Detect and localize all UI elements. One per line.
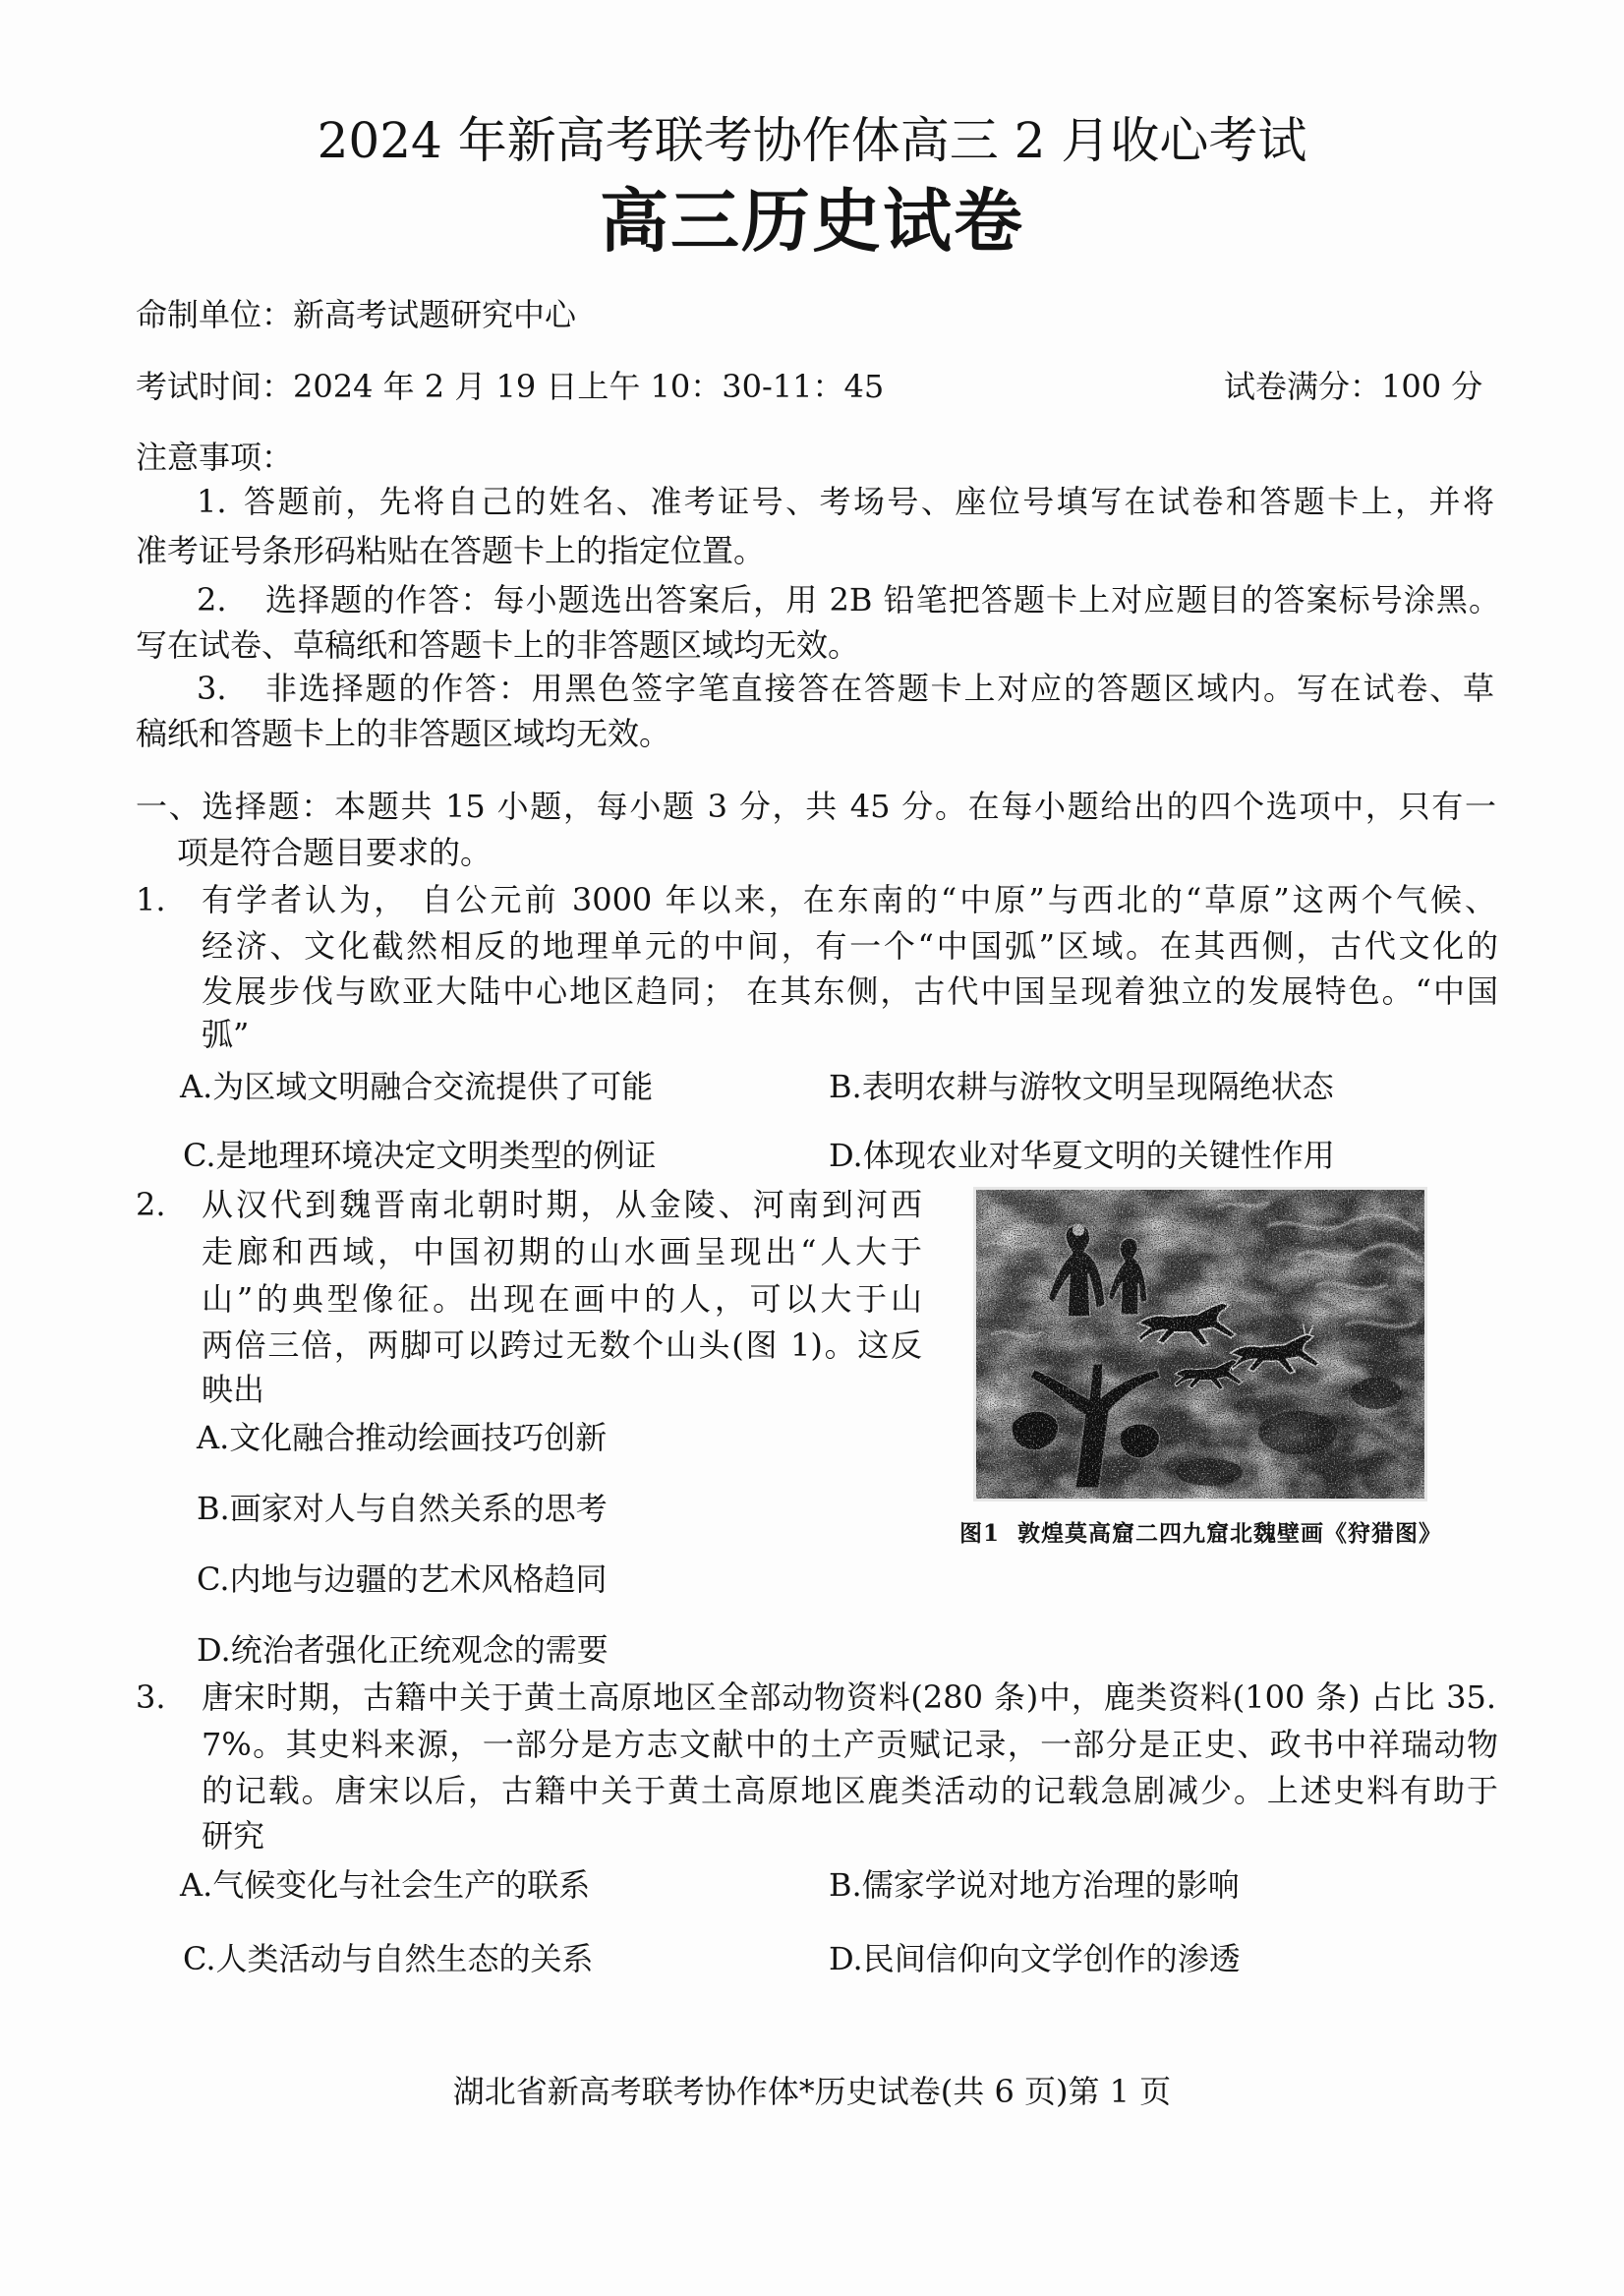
question-1-stem-line: 有学者认为， 自公元前 3000 年以来，在东南的“中原”与西北的“草原”这两个气候、	[202, 881, 1496, 918]
maker-line: 命制单位：新高考试题研究中心	[136, 296, 577, 333]
notice-item-line: 稿纸和答题卡上的非答题区域均无效。	[136, 715, 671, 752]
notice-item-line: 非选择题的作答：用黑色签字笔直接答在答题卡上对应的答题区域内。写在试卷、草	[265, 670, 1494, 707]
question-2-stem-line: 山”的典型像征。出现在画中的人，可以大于山	[202, 1280, 922, 1318]
notice-item-number: 1.	[197, 483, 227, 520]
exam-time: 考试时间：2024 年 2 月 19 日上午 10：30-11：45	[136, 368, 885, 405]
question-3-stem-line: 唐宋时期，古籍中关于黄土高原地区全部动物资料(280 条)中，鹿类资料(100 条) 占比 35.	[202, 1678, 1496, 1716]
question-1-stem-line: 发展步伐与欧亚大陆中心地区趋同； 在其东侧，古代中国呈现着独立的发展特色。“中国	[202, 972, 1498, 1010]
question-2-number: 2.	[136, 1186, 166, 1223]
question-3-stem-line: 的记载。唐宋以后，古籍中关于黄土高原地区鹿类活动的记载急剧减少。上述史料有助于	[202, 1772, 1498, 1809]
question-2-option-c: C.内地与边疆的艺术风格趋同	[197, 1560, 608, 1598]
exam-subtitle: 高三历史试卷	[600, 180, 1024, 262]
question-3-stem-line: 研究	[202, 1817, 265, 1854]
question-2-stem-line: 走廊和西域，中国初期的山水画呈现出“人大于	[202, 1233, 922, 1270]
question-2-stem-line: 两倍三倍，两脚可以跨过无数个山头(图 1)。这反	[202, 1326, 922, 1364]
question-3-option-b: B.儒家学说对地方治理的影响	[829, 1866, 1240, 1904]
question-1-option-a: A.为区域文明融合交流提供了可能	[180, 1068, 654, 1105]
question-2-stem-line: 映出	[202, 1371, 265, 1408]
question-2-option-d: D.统治者强化正统观念的需要	[197, 1631, 609, 1669]
question-2-option-a: A.文化融合推动绘画技巧创新	[197, 1419, 608, 1456]
notice-item-line: 选择题的作答：每小题选出答案后，用 2B 铅笔把答题卡上对应题目的答案标号涂黑。	[265, 581, 1500, 618]
question-1-number: 1.	[136, 881, 166, 918]
question-1-option-c: C.是地理环境决定文明类型的例证	[183, 1137, 657, 1174]
section-heading-line: 项是符合题目要求的。	[177, 834, 493, 871]
question-3-stem-line: 7%。其史料来源，一部分是方志文献中的土产贡赋记录，一部分是正史、政书中祥瑞动物	[202, 1726, 1498, 1763]
notice-item-line: 准考证号条形码粘贴在答题卡上的指定位置。	[136, 532, 766, 569]
notice-item-line: 写在试卷、草稿纸和答题卡上的非答题区域均无效。	[136, 626, 860, 664]
figure-caption: 图1 敦煌莫高窟二四九窟北魏壁画《狩猎图》	[959, 1520, 1443, 1547]
question-2-stem-line: 从汉代到魏晋南北朝时期，从金陵、河南到河西	[202, 1186, 922, 1223]
full-score: 试卷满分：100 分	[1224, 368, 1483, 405]
notice-item-line: 答题前，先将自己的姓名、准考证号、考场号、座位号填写在试卷和答题卡上，并将	[244, 483, 1494, 520]
question-3-option-a: A.气候变化与社会生产的联系	[180, 1866, 591, 1904]
question-1-option-d: D.体现农业对华夏文明的关键性作用	[829, 1137, 1335, 1174]
question-3-option-d: D.民间信仰向文学创作的渗透	[829, 1940, 1241, 1977]
question-1-stem-line: 经济、文化截然相反的地理单元的中间，有一个“中国弧”区域。在其西侧，古代文化的	[202, 927, 1498, 965]
question-3-option-c: C.人类活动与自然生态的关系	[183, 1940, 594, 1977]
notice-item-number: 2.	[197, 581, 227, 618]
question-3-number: 3.	[136, 1678, 166, 1716]
exam-title: 2024 年新高考联考协作体高三 2 月收心考试	[317, 112, 1307, 169]
section-heading-line: 一、选择题：本题共 15 小题，每小题 3 分，共 45 分。在每小题给出的四个选项中，只有一	[136, 788, 1496, 825]
question-1-stem-line: 弧”	[202, 1016, 250, 1053]
notice-heading: 注意事项：	[136, 439, 294, 476]
question-2-option-b: B.画家对人与自然关系的思考	[197, 1490, 608, 1527]
footer-page-info: 湖北省新高考联考协作体*历史试卷(共 6 页)第 1 页	[452, 2073, 1172, 2110]
notice-item-number: 3.	[197, 670, 227, 707]
mural-image	[973, 1187, 1427, 1501]
question-1-option-b: B.表明农耕与游牧文明呈现隔绝状态	[829, 1068, 1334, 1105]
